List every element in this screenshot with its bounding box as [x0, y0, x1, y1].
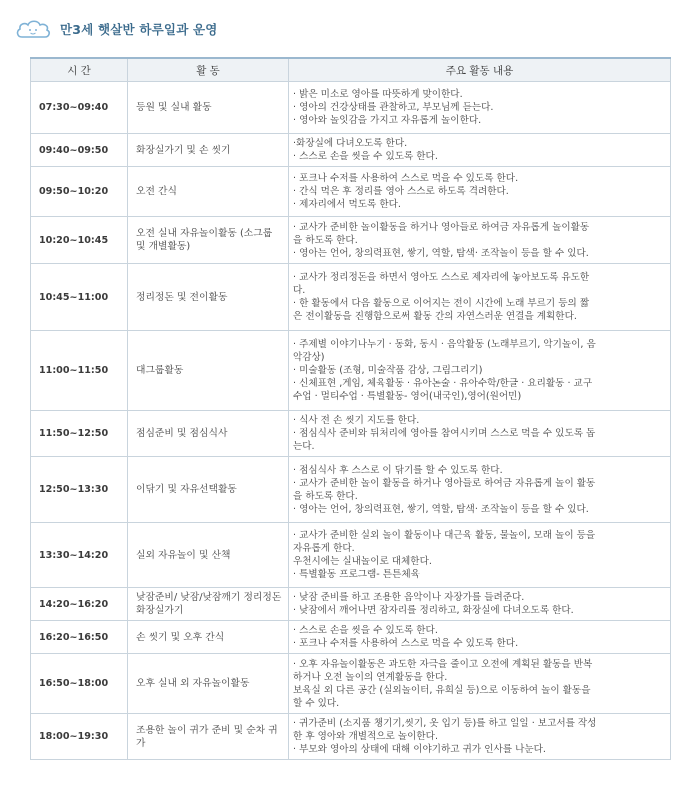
content-line: 악감상) [293, 352, 325, 363]
content-cell [289, 457, 671, 523]
schedule-row [31, 411, 671, 457]
content-cell [289, 523, 671, 588]
content-line: · 식사 전 손 씻기 지도를 한다. [293, 415, 420, 426]
activity-cell: 점심준비 및 점심식사 [128, 411, 289, 457]
content-line: · 교사가 준비한 놀이 활동을 하거나 영아들로 하여금 자유롭게 놀이 활동 [293, 477, 596, 489]
content-line: 하거나 오전 놀이의 연계활동을 한다. [293, 671, 448, 683]
content-line: · 교사가 준비한 놀이활동을 하거나 영아들로 하여금 자유롭게 놀이활동 [293, 221, 590, 233]
content-line: · 제자리에서 먹도록 한다. [293, 199, 401, 210]
content-line: · 한 활동에서 다음 활동으로 이어지는 전이 시간에 노래 부르기 등의 짧 [293, 298, 590, 309]
schedule-row [31, 588, 671, 621]
activity-cell: 대그룹활동 [128, 331, 289, 411]
content-line: · 교사가 정리정돈을 하면서 영아도 스스로 제자리에 놓아보도록 유도한 [293, 272, 590, 283]
activity-cell: 오후 실내 외 자유놀이활동 [128, 654, 289, 714]
activity-cell: 오전 간식 [128, 167, 289, 217]
schedule-row [31, 654, 671, 714]
activity-cell: 손 씻기 및 오후 간식 [128, 621, 289, 654]
content-cell [289, 82, 671, 134]
page-header [14, 16, 218, 42]
schedule-row [31, 457, 671, 523]
content-line: · 영아는 언어, 창의력표현, 쌓기, 역할, 탐색· 조작놀이 등을 할 수 있다. [293, 503, 589, 515]
content-line: · 점심식사 후 스스로 이 닦기를 할 수 있도록 한다. [293, 464, 503, 476]
time-cell: 09:40~09:50 [31, 134, 128, 167]
time-cell: 11:50~12:50 [31, 411, 128, 457]
time-cell: 10:20~10:45 [31, 217, 128, 264]
time-cell: 09:50~10:20 [31, 167, 128, 217]
content-line: · 영아와 놀잇감을 가지고 자유롭게 놀이한다. [293, 115, 482, 126]
content-line: 을 하도록 한다. [293, 490, 358, 502]
content-line: · 영아의 건강상태를 관찰하고, 부모님께 듣는다. [293, 102, 494, 113]
content-line: · 점심식사 준비와 뒤처리에 영아를 참여시키며 스스로 먹을 수 있도록 돕 [293, 428, 596, 439]
time-cell: 18:00~19:30 [31, 714, 128, 760]
content-cell [289, 167, 671, 217]
content-cell [289, 264, 671, 331]
activity-cell: 실외 자유놀이 및 산책 [128, 523, 289, 588]
content-line: · 귀가준비 (소지품 챙기기,씻기, 옷 입기 등)를 하고 일일 · 보고서를 작성 [293, 718, 597, 729]
content-line: · 포크나 수저를 사용하여 스스로 먹을 수 있도록 한다. [293, 173, 519, 184]
schedule-row [31, 621, 671, 654]
schedule-row [31, 264, 671, 331]
activity-column-header: 활 동 [128, 58, 289, 82]
content-cell [289, 217, 671, 264]
content-line: · 낮잠에서 깨어나면 잠자리를 정리하고, 화장실에 다녀오도록 한다. [293, 605, 574, 616]
content-line: · 신체표현 ,게임, 체육활동 · 유아논술 · 유아수학/한글 · 요리활동 · 교구 [293, 378, 593, 389]
content-line: 우천시에는 실내놀이로 대체한다. [293, 556, 432, 567]
content-line: 는다. [293, 441, 315, 452]
daily-schedule-table [30, 57, 671, 760]
content-cell [289, 134, 671, 167]
content-cell [289, 714, 671, 760]
activity-cell: 화장실가기 및 손 씻기 [128, 134, 289, 167]
time-cell: 16:50~18:00 [31, 654, 128, 714]
content-line: · 특별활동 프로그램- 튼튼체육 [293, 569, 420, 580]
page-title: 만3세 햇살반 하루일과 운영 [60, 22, 218, 37]
content-line: 할 수 있다. [293, 697, 340, 709]
activity-cell: 조용한 놀이 귀가 준비 및 순차 귀가 [128, 714, 289, 760]
content-column-header: 주요 활동 내용 [289, 58, 671, 82]
content-line: · 밝은 미소로 영아를 따뜻하게 맞이한다. [293, 89, 463, 100]
schedule-row [31, 134, 671, 167]
content-cell [289, 588, 671, 621]
activity-cell: 등원 및 실내 활동 [128, 82, 289, 134]
time-cell: 11:00~11:50 [31, 331, 128, 411]
content-line: 은 전이활동을 진행함으로써 활동 간의 자연스러운 연결을 계획한다. [293, 311, 577, 322]
content-line: 자유롭게 한다. [293, 543, 355, 554]
content-line: · 주제별 이야기나누기 · 동화, 동시 · 음악활동 (노래부르기, 악기놀이, 음 [293, 339, 596, 350]
time-cell: 14:20~16:20 [31, 588, 128, 621]
content-line: · 교사가 준비한 실외 놀이 활동이나 대근육 활동, 물놀이, 모래 놀이 등을 [293, 530, 596, 541]
schedule-row [31, 82, 671, 134]
schedule-row [31, 217, 671, 264]
content-cell [289, 331, 671, 411]
content-line: · 부모와 영아의 상태에 대해 이야기하고 귀가 인사를 나눈다. [293, 744, 546, 755]
time-cell: 16:20~16:50 [31, 621, 128, 654]
content-line: · 오후 자유놀이활동은 과도한 자극을 줄이고 오전에 계획된 활동을 반복 [293, 658, 593, 670]
time-cell: 07:30~09:40 [31, 82, 128, 134]
activity-cell: 낮잠준비/ 낮잠/낮잠깨기 정리정돈 화장실가기 [128, 588, 289, 621]
table-header-row [31, 58, 671, 82]
content-line: · 간식 먹은 후 정리를 영아 스스로 하도록 격려한다. [293, 186, 509, 197]
content-line: ·화장실에 다녀오도록 한다. [293, 138, 408, 149]
schedule-row [31, 331, 671, 411]
cloud-icon [14, 17, 52, 41]
activity-cell: 오전 실내 자유놀이활동 (소그룹 및 개별활동) [128, 217, 289, 264]
schedule-row [31, 714, 671, 760]
content-cell [289, 621, 671, 654]
activity-cell: 정리정돈 및 전이활동 [128, 264, 289, 331]
time-cell: 13:30~14:20 [31, 523, 128, 588]
content-line: 한 후 영아와 개별적으로 놀이한다. [293, 731, 438, 742]
content-line: · 스스로 손을 씻을 수 있도록 한다. [293, 151, 438, 162]
schedule-row [31, 167, 671, 217]
content-line: · 포크나 수저를 사용하여 스스로 먹을 수 있도록 한다. [293, 638, 519, 649]
content-cell [289, 654, 671, 714]
content-line: · 영아는 언어, 창의력표현, 쌓기, 역할, 탐색· 조작놀이 등을 할 수 있다. [293, 247, 589, 259]
activity-cell: 이닦기 및 자유선택활동 [128, 457, 289, 523]
content-line: 보육실 외 다른 공간 (실외놀이터, 유희실 등)으로 이동하여 놀이 활동을 [293, 684, 591, 696]
content-line: · 낮잠 준비를 하고 조용한 음악이나 자장가를 들려준다. [293, 592, 525, 603]
content-line: 다. [293, 285, 306, 296]
content-line: 수업 · 멀티수업 · 특별활동- 영어(내국인),영어(원어민) [293, 391, 522, 402]
content-cell [289, 411, 671, 457]
schedule-row [31, 523, 671, 588]
time-cell: 12:50~13:30 [31, 457, 128, 523]
time-cell: 10:45~11:00 [31, 264, 128, 331]
content-line: · 미술활동 (조형, 미술작품 감상, 그림그리기) [293, 365, 483, 376]
time-column-header: 시 간 [31, 58, 128, 82]
content-line: 을 하도록 한다. [293, 234, 358, 246]
content-line: · 스스로 손을 씻을 수 있도록 한다. [293, 625, 438, 636]
